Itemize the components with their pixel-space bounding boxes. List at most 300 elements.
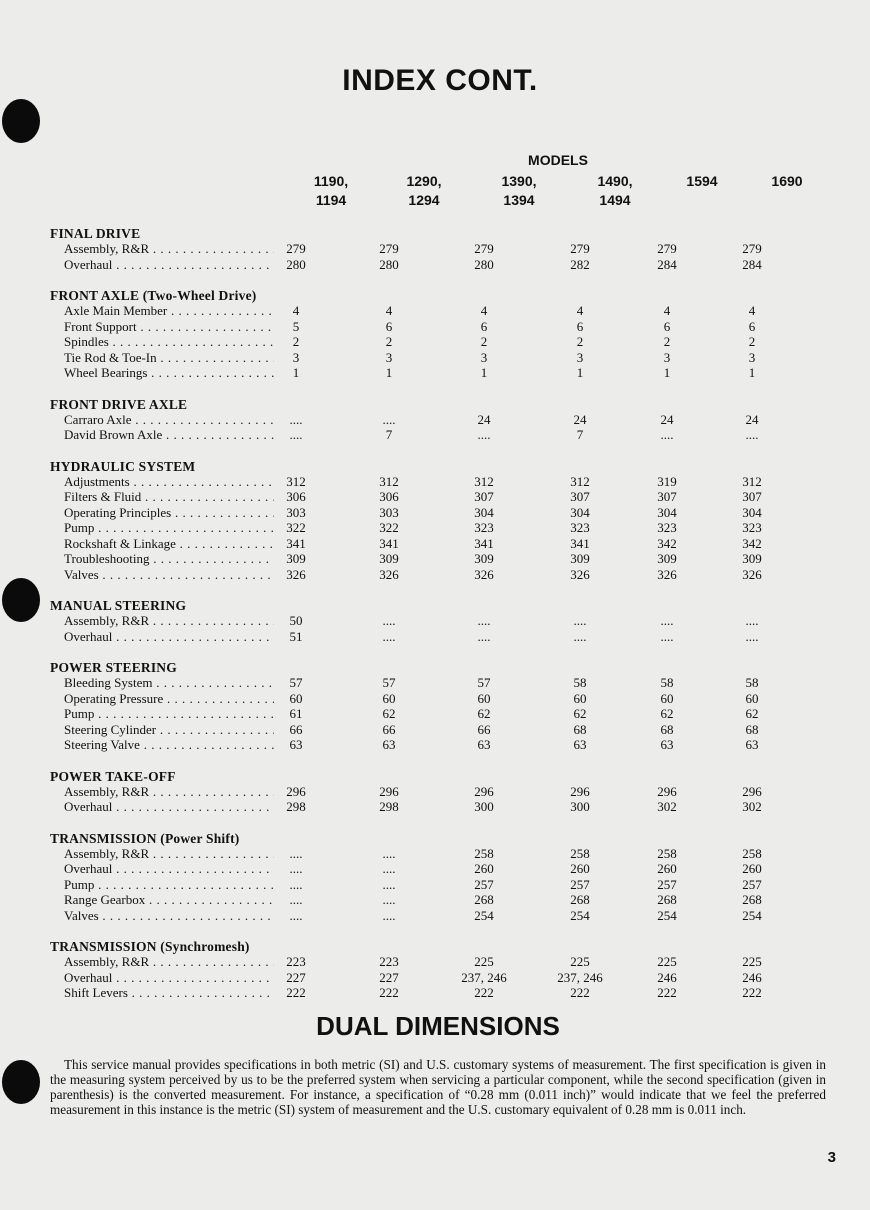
page-ref-cell: 60 (289, 690, 303, 706)
page-ref-cell: 4 (480, 303, 488, 318)
index-section (50, 660, 820, 753)
index-section (50, 831, 820, 924)
page-ref-cell: 257 (474, 876, 494, 892)
index-section (50, 769, 820, 815)
page-ref-cell: 280 (379, 256, 399, 272)
page-ref-cell: 4 (576, 303, 584, 318)
row-label: Range Gearbox . . . (64, 892, 274, 908)
column-header-line2: 1494 (599, 192, 631, 208)
page-ref-cell: 309 (657, 551, 677, 566)
page-ref-cell: .... (745, 427, 759, 442)
page-ref-cell: 63 (382, 737, 396, 752)
row-label: Axle Main Member . . . (64, 303, 274, 319)
row-label: Pump . . . (64, 877, 274, 893)
page-ref-cell: 309 (742, 551, 762, 566)
row-label: Filters & Fluid . . . (64, 489, 274, 505)
index-row (50, 520, 820, 536)
row-label: Pump . . . (64, 520, 274, 536)
page-ref-cell: 323 (657, 520, 677, 535)
page-ref-cell: 68 (660, 721, 674, 737)
index-row (50, 257, 820, 273)
page-ref-cell: .... (382, 907, 396, 923)
page-ref-cell: 307 (570, 489, 590, 504)
column-header-line2: 1294 (408, 192, 440, 208)
page-ref-cell: 223 (379, 954, 399, 969)
column-header-line2: 1394 (503, 192, 535, 208)
index-row (50, 412, 820, 428)
page-ref-cell: 222 (286, 985, 306, 1000)
page-ref-cell: 326 (657, 566, 677, 582)
index-row (50, 954, 820, 970)
page-ref-cell: 225 (742, 954, 762, 969)
page-ref-cell: 326 (286, 566, 306, 582)
page-ref-cell: 225 (570, 954, 590, 969)
row-label: Shift Levers . . . (64, 985, 274, 1001)
row-label: Tie Rod & Toe-In . . . (64, 350, 274, 366)
page-ref-cell: 306 (379, 489, 399, 504)
page-ref-cell: .... (382, 613, 396, 628)
page-ref-cell: 254 (474, 907, 494, 923)
page-ref-cell: 246 (657, 969, 677, 985)
index-row (50, 675, 820, 691)
page-ref-cell: 268 (657, 892, 677, 907)
row-label: Operating Principles . . . (64, 505, 274, 521)
page-ref-cell: 1 (292, 365, 300, 380)
page-ref-cell: 302 (657, 799, 677, 814)
page-ref-cell: 326 (742, 566, 762, 582)
page-ref-cell: 296 (286, 783, 306, 799)
page-ref-cell: 222 (474, 985, 494, 1000)
section-title: TRANSMISSION (Power Shift) (50, 830, 240, 846)
page-ref-cell: 227 (286, 969, 306, 985)
page-ref-cell: 60 (477, 690, 491, 706)
page-ref-cell: 309 (379, 551, 399, 566)
page-ref-cell: 7 (576, 427, 584, 442)
page-ref-cell: 66 (289, 721, 303, 737)
page-ref-cell: 63 (289, 737, 303, 752)
index-row (50, 567, 820, 583)
page-ref-cell: 312 (570, 473, 590, 489)
page-ref-cell: 50 (289, 613, 303, 628)
index-row (50, 892, 820, 908)
page-ref-cell: 279 (474, 241, 494, 256)
page-ref-cell: 223 (286, 954, 306, 969)
page-ref-cell: 279 (657, 241, 677, 256)
index-row (50, 505, 820, 521)
index-row (50, 737, 820, 753)
index-row (50, 474, 820, 490)
page-ref-cell: 296 (742, 783, 762, 799)
page-ref-cell: 1 (480, 365, 488, 380)
page-number: 3 (827, 1149, 836, 1166)
page-ref-cell: 302 (742, 799, 762, 814)
page-ref-cell: 341 (379, 535, 399, 551)
index-row (50, 846, 820, 862)
page-ref-cell: .... (289, 845, 303, 861)
page-ref-cell: 279 (742, 241, 762, 256)
page-ref-cell: 307 (657, 489, 677, 504)
page-ref-cell: 2 (480, 334, 488, 349)
index-section (50, 288, 820, 381)
row-label: David Brown Axle . . . (64, 427, 274, 443)
section-title: FINAL DRIVE (50, 226, 141, 241)
column-header-1290 (389, 172, 459, 210)
page-ref-cell: 284 (657, 256, 677, 272)
page-ref-cell: 303 (286, 504, 306, 520)
page-ref-cell: 296 (379, 783, 399, 799)
page-ref-cell: 222 (379, 985, 399, 1000)
page-ref-cell: 1 (748, 365, 756, 380)
page-ref-cell: 307 (742, 489, 762, 504)
row-label: Assembly, R&R . . . (64, 954, 274, 970)
page-ref-cell: 4 (663, 303, 671, 318)
page-ref-cell: 60 (745, 690, 759, 706)
index-row (50, 551, 820, 567)
page-ref-cell: 63 (745, 737, 759, 752)
row-label: Valves . . . (64, 908, 274, 924)
page-ref-cell: 5 (292, 318, 300, 334)
page-ref-cell: 24 (660, 411, 674, 427)
row-label: Spindles . . . (64, 334, 274, 350)
page-ref-cell: 323 (742, 520, 762, 535)
page-ref-cell: 279 (379, 241, 399, 256)
page-ref-cell: 222 (570, 985, 590, 1000)
index-section (50, 226, 820, 272)
index-row (50, 613, 820, 629)
page-ref-cell: .... (745, 628, 759, 644)
page-ref-cell: 341 (286, 535, 306, 551)
index-row (50, 706, 820, 722)
page-ref-cell: 6 (480, 318, 488, 334)
row-label: Pump . . . (64, 706, 274, 722)
row-label: Front Support . . . (64, 319, 274, 335)
page-ref-cell: .... (745, 613, 759, 628)
row-label: Steering Cylinder . . . (64, 722, 274, 738)
page-ref-cell: 246 (742, 969, 762, 985)
page-ref-cell: 280 (474, 256, 494, 272)
row-label: Overhaul . . . (64, 629, 274, 645)
page-ref-cell: .... (289, 892, 303, 907)
page-ref-cell: 300 (570, 799, 590, 814)
index-row (50, 722, 820, 738)
page-ref-cell: .... (477, 613, 491, 628)
page-ref-cell: .... (660, 628, 674, 644)
page-ref-cell: 62 (477, 706, 491, 721)
page-title: INDEX CONT. (342, 64, 538, 97)
page-ref-cell: 304 (570, 504, 590, 520)
row-label: Steering Valve . . . (64, 737, 274, 753)
index-row (50, 319, 820, 335)
page-ref-cell: 24 (573, 411, 587, 427)
index-row (50, 861, 820, 877)
index-row (50, 629, 820, 645)
page-ref-cell: 4 (748, 303, 756, 318)
page-ref-cell: 258 (742, 845, 762, 861)
page-ref-cell: 307 (474, 489, 494, 504)
page-ref-cell: 284 (742, 256, 762, 272)
page-ref-cell: 260 (474, 861, 494, 876)
index-row (50, 691, 820, 707)
page-ref-cell: 304 (742, 504, 762, 520)
index-row (50, 303, 820, 319)
page-ref-cell: 326 (379, 566, 399, 582)
page-ref-cell: .... (477, 427, 491, 442)
column-header-line1: 1290, (406, 173, 442, 189)
index-row (50, 536, 820, 552)
page-ref-cell: 63 (660, 737, 674, 752)
row-label: Assembly, R&R . . . (64, 241, 274, 257)
page-ref-cell: 6 (663, 318, 671, 334)
page-ref-cell: 341 (570, 535, 590, 551)
page-ref-cell: 222 (657, 985, 677, 1000)
page-ref-cell: 341 (474, 535, 494, 551)
page-ref-cell: 2 (663, 334, 671, 349)
index-row (50, 350, 820, 366)
page-ref-cell: 254 (657, 907, 677, 923)
page-ref-cell: 309 (474, 551, 494, 566)
column-header-1490 (580, 172, 650, 210)
row-label: Overhaul . . . (64, 970, 274, 986)
index-row (50, 241, 820, 257)
page-ref-cell: 319 (657, 473, 677, 489)
row-label: Bleeding System . . . (64, 675, 274, 691)
binder-hole-top (2, 99, 40, 143)
models-label: MODELS (528, 152, 588, 168)
page-ref-cell: 326 (570, 566, 590, 582)
page-ref-cell: 298 (286, 799, 306, 814)
page-ref-cell: 225 (474, 954, 494, 969)
page-ref-cell: 58 (660, 675, 674, 690)
column-header-line1: 1190, (313, 173, 349, 189)
index-row (50, 877, 820, 893)
page-ref-cell: 260 (742, 861, 762, 876)
page-ref-cell: 257 (570, 876, 590, 892)
page-ref-cell: .... (382, 628, 396, 644)
column-header-line2: 1194 (315, 192, 347, 208)
page-ref-cell: .... (477, 628, 491, 644)
page-ref-cell: 296 (474, 783, 494, 799)
page-ref-cell: 296 (657, 783, 677, 799)
page-ref-cell: 2 (385, 334, 393, 349)
section-title: FRONT DRIVE AXLE (50, 396, 188, 412)
page-ref-cell: 68 (573, 721, 587, 737)
page-ref-cell: .... (289, 907, 303, 923)
page-ref-cell: 279 (286, 241, 306, 256)
dual-dimensions-title: DUAL DIMENSIONS (316, 1011, 560, 1041)
column-header-1190 (296, 172, 366, 210)
section-title: MANUAL STEERING (50, 598, 187, 613)
page-ref-cell: 61 (289, 706, 303, 721)
page-ref-cell: 258 (657, 845, 677, 861)
page-ref-cell: 58 (573, 675, 587, 690)
page-ref-cell: 342 (657, 535, 677, 551)
index-section (50, 598, 820, 644)
page-ref-cell: 60 (660, 690, 674, 706)
page-ref-cell: 312 (742, 473, 762, 489)
page-ref-cell: 323 (474, 520, 494, 535)
page-ref-cell: .... (382, 876, 396, 892)
page-ref-cell: 3 (663, 349, 671, 365)
page-ref-cell: 258 (474, 845, 494, 861)
page-ref-cell: .... (382, 892, 396, 907)
page-ref-cell: .... (660, 613, 674, 628)
row-label: Adjustments . . . (64, 474, 274, 490)
page-ref-cell: 2 (748, 334, 756, 349)
page-ref-cell: 63 (477, 737, 491, 752)
page-ref-cell: 257 (657, 876, 677, 892)
page-ref-cell: 279 (570, 241, 590, 256)
page-ref-cell: 6 (748, 318, 756, 334)
page-ref-cell: 309 (570, 551, 590, 566)
row-label: Overhaul . . . (64, 799, 274, 815)
page-ref-cell: 303 (379, 504, 399, 520)
page-ref-cell: .... (573, 613, 587, 628)
page-ref-cell: 312 (474, 473, 494, 489)
index-row (50, 985, 820, 1001)
index-row (50, 908, 820, 924)
row-label: Carraro Axle . . . (64, 412, 274, 428)
page-ref-cell: 24 (477, 411, 491, 427)
page-ref-cell: 4 (292, 303, 300, 318)
page-ref-cell: 304 (657, 504, 677, 520)
page-ref-cell: 258 (570, 845, 590, 861)
index-section (50, 939, 820, 1001)
page-ref-cell: 58 (745, 675, 759, 690)
row-label: Operating Pressure . . . (64, 691, 274, 707)
page-ref-cell: .... (660, 427, 674, 442)
row-label: Overhaul . . . (64, 257, 274, 273)
page-ref-cell: 60 (382, 690, 396, 706)
page-ref-cell: 2 (292, 334, 300, 349)
page-ref-cell: 1 (576, 365, 584, 380)
index-section (50, 459, 820, 583)
column-header-line1: 1490, (597, 173, 633, 189)
page-ref-cell: 260 (657, 861, 677, 876)
page-ref-cell: 298 (379, 799, 399, 814)
page-ref-cell: 312 (379, 473, 399, 489)
index-row (50, 489, 820, 505)
page-ref-cell: 268 (570, 892, 590, 907)
page-ref-cell: .... (289, 876, 303, 892)
page-ref-cell: .... (573, 628, 587, 644)
page-ref-cell: 268 (742, 892, 762, 907)
page-ref-cell: 237, 246 (461, 969, 507, 985)
page-ref-cell: 254 (742, 907, 762, 923)
page-ref-cell: .... (289, 411, 303, 427)
page-ref-cell: 24 (745, 411, 759, 427)
page-ref-cell: 306 (286, 489, 306, 504)
row-label: Troubleshooting . . . (64, 551, 274, 567)
page-ref-cell: .... (289, 861, 303, 876)
page-ref-cell: 326 (474, 566, 494, 582)
index-row (50, 334, 820, 350)
binder-hole-bottom (2, 1060, 40, 1104)
page-ref-cell: 322 (286, 520, 306, 535)
page-ref-cell: .... (382, 861, 396, 876)
page-ref-cell: 260 (570, 861, 590, 876)
column-header-1390 (484, 172, 554, 210)
page-ref-cell: 222 (742, 985, 762, 1000)
dual-dimensions-body: This service manual provides specifications in both metric (SI) and U.S. customary systems of measurement. The first specification is given in the measuring system perceived by us to be the preferred system when servicing a particular component, while the second specification (given in parenthesis) is the converted measurement. For instance, a specification of “0.28 mm (0.011 inch)” would indicate that we feel the preferred measurement in this instance is the metric (SI) system of measurement and the U.S. customary equivalent of 0.28 mm is 0.011 inch. (50, 1057, 826, 1117)
index-table (50, 226, 820, 1017)
row-label: Valves . . . (64, 567, 274, 583)
page-ref-cell: 304 (474, 504, 494, 520)
page-ref-cell: 62 (382, 706, 396, 721)
column-header-line2: 1594 (686, 173, 718, 189)
row-label: Assembly, R&R . . . (64, 613, 274, 629)
row-label: Wheel Bearings . . . (64, 365, 274, 381)
page-ref-cell: 225 (657, 954, 677, 969)
page-ref-cell: 4 (385, 303, 393, 318)
page-ref-cell: .... (382, 411, 396, 427)
section-title: POWER STEERING (50, 660, 177, 675)
page-ref-cell: 66 (477, 721, 491, 737)
page-ref-cell: 268 (474, 892, 494, 907)
binder-hole-middle (2, 578, 40, 622)
row-label: Assembly, R&R . . . (64, 846, 274, 862)
page-ref-cell: 60 (573, 690, 587, 706)
column-header-1690 (752, 172, 822, 191)
page-ref-cell: 66 (382, 721, 396, 737)
page-ref-cell: 3 (292, 349, 300, 365)
index-row (50, 784, 820, 800)
page-ref-cell: 7 (385, 427, 393, 442)
page-ref-cell: 296 (570, 783, 590, 799)
page-ref-cell: 57 (289, 675, 303, 690)
page-ref-cell: 3 (748, 349, 756, 365)
page-ref-cell: 57 (477, 675, 491, 690)
page-ref-cell: 282 (570, 256, 590, 272)
page-ref-cell: .... (289, 427, 303, 442)
page-ref-cell: 57 (382, 675, 396, 690)
page-ref-cell: 227 (379, 969, 399, 985)
index-row (50, 365, 820, 381)
page-ref-cell: 63 (573, 737, 587, 752)
page-ref-cell: 1 (385, 365, 393, 380)
page-ref-cell: 6 (576, 318, 584, 334)
page-ref-cell: 323 (570, 520, 590, 535)
section-title: HYDRAULIC SYSTEM (50, 458, 196, 474)
section-title: POWER TAKE-OFF (50, 768, 176, 784)
page-ref-cell: 342 (742, 535, 762, 551)
page-ref-cell: 237, 246 (557, 969, 603, 985)
page-ref-cell: 62 (745, 706, 759, 721)
page-ref-cell: 257 (742, 876, 762, 892)
page-ref-cell: .... (382, 845, 396, 861)
page-ref-cell: 2 (576, 334, 584, 349)
page-ref-cell: 51 (289, 628, 303, 644)
section-title: FRONT AXLE (Two-Wheel Drive) (50, 288, 257, 303)
page-ref-cell: 312 (286, 473, 306, 489)
row-label: Overhaul . . . (64, 861, 274, 877)
column-header-line2: 1690 (771, 173, 803, 189)
index-row (50, 799, 820, 815)
page-ref-cell: 3 (576, 349, 584, 365)
row-label: Assembly, R&R . . . (64, 784, 274, 800)
page-ref-cell: 1 (663, 365, 671, 380)
index-row (50, 427, 820, 443)
index-section (50, 397, 820, 443)
page-ref-cell: 254 (570, 907, 590, 923)
page-ref-cell: 309 (286, 551, 306, 566)
page-ref-cell: 3 (385, 349, 393, 365)
column-header-line1: 1390, (501, 173, 537, 189)
page-ref-cell: 62 (660, 706, 674, 721)
section-title: TRANSMISSION (Synchromesh) (50, 939, 250, 954)
page-ref-cell: 6 (385, 318, 393, 334)
page-ref-cell: 300 (474, 799, 494, 814)
row-label: Rockshaft & Linkage . . . (64, 536, 274, 552)
